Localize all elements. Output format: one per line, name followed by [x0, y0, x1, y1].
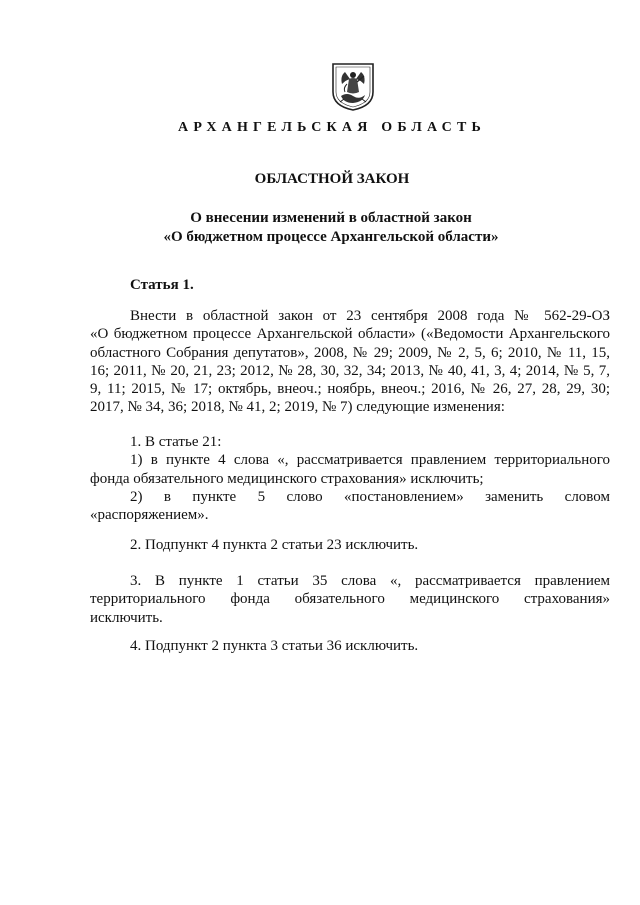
- article-intro-paragraph: [90, 307, 610, 417]
- item-heading: 1. В статье 21:: [130, 434, 222, 450]
- text-line: исключить.: [90, 609, 163, 626]
- law-title-line: «О бюджетном процессе Архангельской области»: [163, 229, 499, 245]
- text-line: 2017, № 34, 36; 2018, № 41, 2; 2019, № 7) следующие изменения:: [90, 399, 505, 416]
- text-line: 1) в пункте 4 слова «, рассматривается правлением территориального: [130, 452, 610, 469]
- amendment-item-3: [90, 572, 610, 627]
- law-title: [0, 209, 640, 247]
- amendment-item-1: [90, 433, 610, 524]
- text-line: 4. Подпункт 2 пункта 3 статьи 36 исключить.: [130, 638, 419, 654]
- text-line: «О бюджетном процессе Архангельской области» («Ведомости Архангельского: [90, 326, 610, 343]
- text-line: 16; 2011, № 20, 21, 23; 2012, № 28, 30, 32, 34; 2013, № 40, 41, 3, 4; 2014, № 5, 7,: [90, 362, 610, 379]
- text-line: 2) в пункте 5 слово «постановлением» заменить словом: [130, 488, 610, 505]
- region-name: АРХАНГЕЛЬСКАЯ ОБЛАСТЬ: [178, 120, 486, 135]
- law-type-heading: ОБЛАСТНОЙ ЗАКОН: [254, 171, 410, 187]
- text-line: 9, 11; 2015, № 17; октябрь, внеоч.; ноябрь, внеоч.; 2016, № 26, 27, 28, 29, 30;: [90, 381, 610, 398]
- amendment-item-4: [90, 637, 610, 655]
- article-heading: Статья 1.: [130, 277, 194, 293]
- text-line: территориального фонда обязательного медицинского страхования»: [90, 591, 610, 608]
- text-line: фонда обязательного медицинского страхования» исключить;: [90, 470, 484, 487]
- amendment-item-2: [90, 536, 610, 554]
- text-line: 3. В пункте 1 статьи 35 слова «, рассматривается правлением: [130, 573, 610, 589]
- text-line: областного Собрания депутатов», 2008, № 29; 2009, № 2, 5, 6; 2010, № 11, 15,: [90, 344, 610, 361]
- law-title-line: О внесении изменений в областной закон: [190, 210, 472, 226]
- text-line: Внести в областной закон от 23 сентября 2008 года № 562-29-ОЗ: [130, 308, 610, 324]
- text-line: 2. Подпункт 4 пункта 2 статьи 23 исключить.: [130, 537, 419, 553]
- coat-of-arms-icon: [331, 62, 375, 112]
- text-line: «распоряжением».: [90, 507, 209, 524]
